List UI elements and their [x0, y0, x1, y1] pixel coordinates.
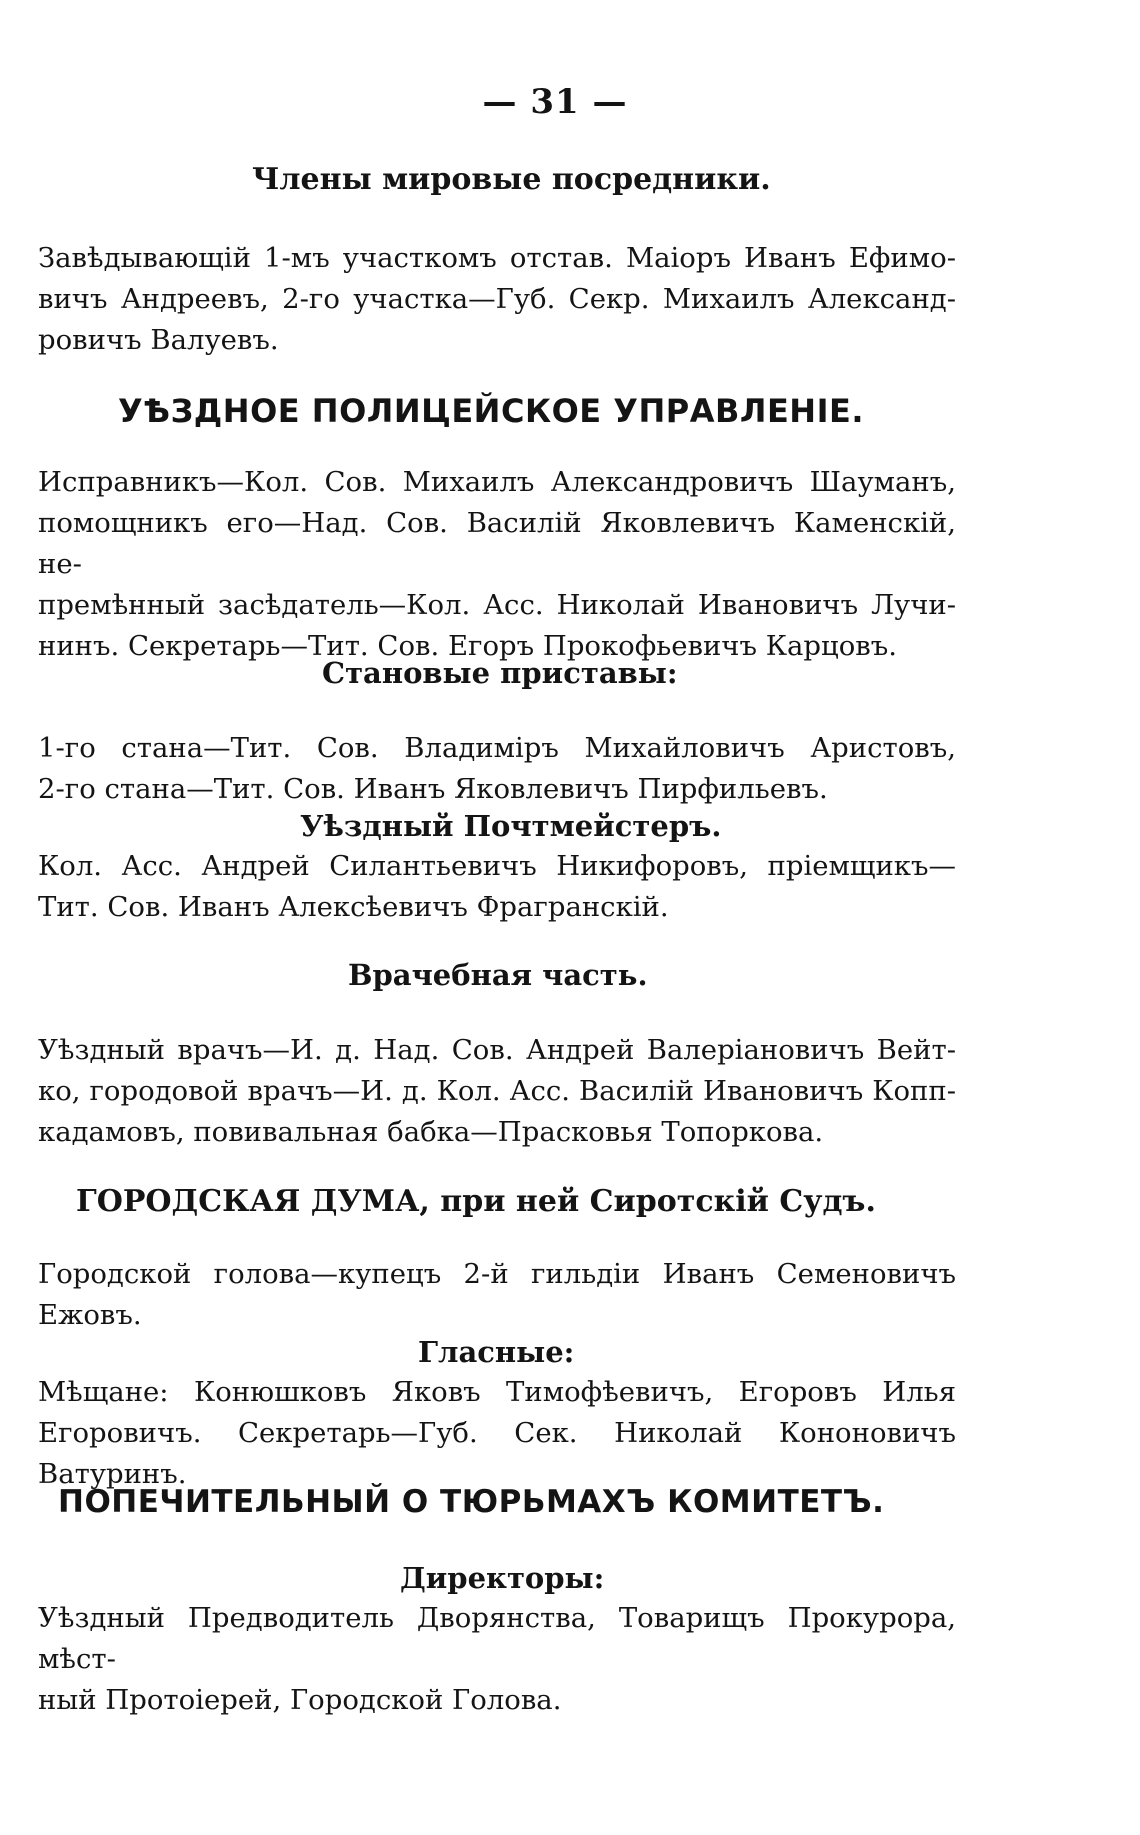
paragraph-stanovye-pristavy: [38, 728, 956, 810]
text-line: Егоровичъ. Секретарь—Губ. Сек. Николай Кононовичъ Ватуринъ.: [38, 1417, 956, 1490]
heading-politseiskoe-upravlenie: УѢЗДНОЕ ПОЛИЦЕЙСКОЕ УПРАВЛЕНІЕ.: [118, 392, 864, 430]
text-line: Мѣщане: Конюшковъ Яковъ Тимофѣевичъ, Егоровъ Илья: [38, 1376, 956, 1408]
heading-mirovye-posredniki: Члены мировые посредники.: [252, 162, 771, 197]
text-line: ровичъ Валуевъ.: [38, 324, 279, 356]
text-line: 2-го стана—Тит. Сов. Иванъ Яковлевичъ Пирфильевъ.: [38, 773, 828, 805]
heading-stanovye-pristavy: Становые приставы:: [322, 656, 678, 690]
heading-glasnye: Гласные:: [418, 1335, 575, 1369]
paragraph-direktory: [38, 1598, 956, 1721]
text-line: Тит. Сов. Иванъ Алексѣевичъ Фрагранскій.: [38, 891, 669, 923]
paragraph-mirovye-posredniki: [38, 238, 956, 361]
heading-pochtmeister: Уѣздный Почтмейстеръ.: [300, 809, 722, 843]
paragraph-politseiskoe-upravlenie: [38, 462, 956, 667]
paragraph-vrachebnaya-chast: [38, 1030, 956, 1153]
text-line: Ежовъ.: [38, 1299, 142, 1331]
heading-popechitelny-komitet: ПОПЕЧИТЕЛЬНЫЙ О ТЮРЬМАХЪ КОМИТЕТЪ.: [58, 1484, 885, 1520]
text-line: ко, городовой врачъ—И. д. Кол. Асс. Василій Ивановичъ Копп-: [38, 1075, 956, 1107]
text-line: Уѣздный врачъ—И. д. Над. Сов. Андрей Валеріановичъ Вейт-: [38, 1034, 956, 1066]
text-line: вичъ Андреевъ, 2-го участка—Губ. Секр. Михаилъ Александ-: [38, 283, 956, 315]
text-line: Кол. Асс. Андрей Силантьевичъ Никифоровъ, пріемщикъ—: [38, 850, 956, 882]
text-line: помощникъ его—Над. Сов. Василій Яковлевичъ Каменскій, не-: [38, 507, 956, 580]
text-line: Уѣздный Предводитель Дворянства, Товарищъ Прокурора, мѣст-: [38, 1602, 956, 1675]
subheading-direktory: Директоры:: [400, 1561, 605, 1595]
text-line: нинъ. Секретарь—Тит. Сов. Егоръ Прокофьевичъ Карцовъ.: [38, 630, 897, 662]
paragraph-pochtmeister: [38, 846, 956, 928]
text-line: Исправникъ—Кол. Сов. Михаилъ Александровичъ Шауманъ,: [38, 466, 956, 498]
heading-gorodskaya-duma: ГОРОДСКАЯ ДУМА, при ней Сиротскій Судъ.: [76, 1184, 876, 1219]
heading-vrachebnaya-chast: Врачебная часть.: [348, 958, 648, 992]
text-line: кадамовъ, повивальная бабка—Прасковья Топоркова.: [38, 1116, 824, 1148]
text-line: Завѣдывающій 1-мъ участкомъ отстав. Маіоръ Иванъ Ефимо-: [38, 242, 956, 274]
text-line: премѣнный засѣдатель—Кол. Асс. Николай Ивановичъ Лучи-: [38, 589, 956, 621]
paragraph-gorodskaya-duma: [38, 1254, 956, 1336]
paragraph-glasnye: [38, 1372, 956, 1495]
page-number: — 31 —: [482, 82, 628, 122]
text-line: Городской голова—купецъ 2-й гильдіи Иванъ Семеновичъ: [38, 1258, 956, 1290]
text-line: ный Протоіерей, Городской Голова.: [38, 1684, 562, 1716]
text-line: 1-го стана—Тит. Сов. Владиміръ Михайловичъ Аристовъ,: [38, 732, 956, 764]
